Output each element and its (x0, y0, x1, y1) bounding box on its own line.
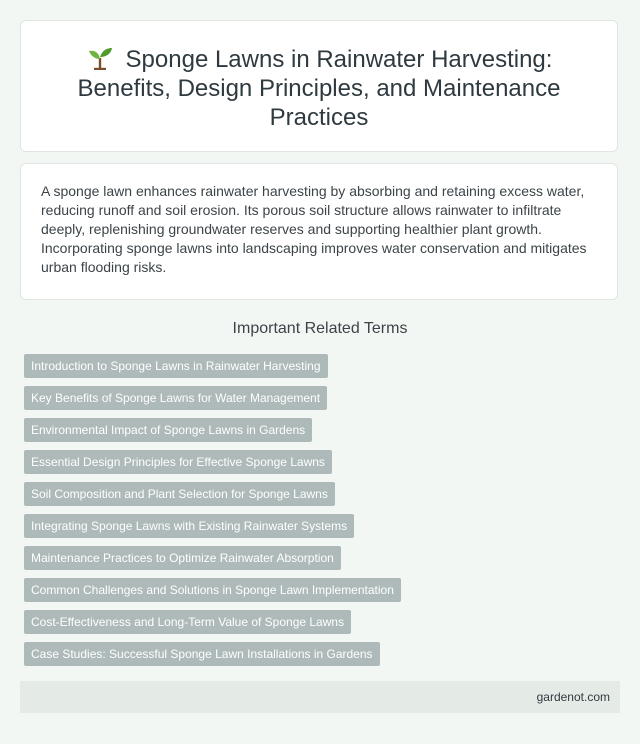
page-title-text: Sponge Lawns in Rainwater Harvesting: Benefits, Design Principles, and Maintenance Practices (77, 46, 561, 131)
related-terms-list (24, 354, 624, 674)
related-term-tag[interactable]: Essential Design Principles for Effective Sponge Lawns (24, 450, 332, 474)
intro-text: A sponge lawn enhances rainwater harvesting by absorbing and retaining excess water, reducing runoff and soil erosion. Its porous soil structure allows rainwater to infiltrate deeply, replenishing groundwater reserves and supporting healthier plant growth. Incorporating sponge lawns into landscaping improves water conservation and mitigates urban flooding risks. (41, 183, 587, 275)
related-terms-heading: Important Related Terms (232, 320, 408, 337)
related-term-tag[interactable]: Case Studies: Successful Sponge Lawn Installations in Gardens (24, 642, 380, 666)
page-title (21, 21, 617, 132)
related-term-tag[interactable]: Maintenance Practices to Optimize Rainwater Absorption (24, 546, 341, 570)
related-term-tag[interactable]: Integrating Sponge Lawns with Existing Rainwater Systems (24, 514, 354, 538)
related-term-tag[interactable]: Cost-Effectiveness and Long-Term Value of Sponge Lawns (24, 610, 351, 634)
footer-site-link[interactable]: gardenot.com (536, 690, 610, 704)
seedling-icon (86, 46, 114, 70)
related-term-tag[interactable]: Environmental Impact of Sponge Lawns in Gardens (24, 418, 312, 442)
intro-card (20, 163, 618, 300)
related-term-tag[interactable]: Introduction to Sponge Lawns in Rainwater Harvesting (24, 354, 328, 378)
title-card (20, 20, 618, 152)
footer (20, 681, 620, 713)
related-term-tag[interactable]: Common Challenges and Solutions in Sponge Lawn Implementation (24, 578, 401, 602)
related-term-tag[interactable]: Soil Composition and Plant Selection for Sponge Lawns (24, 482, 335, 506)
related-term-tag[interactable]: Key Benefits of Sponge Lawns for Water Management (24, 386, 327, 410)
